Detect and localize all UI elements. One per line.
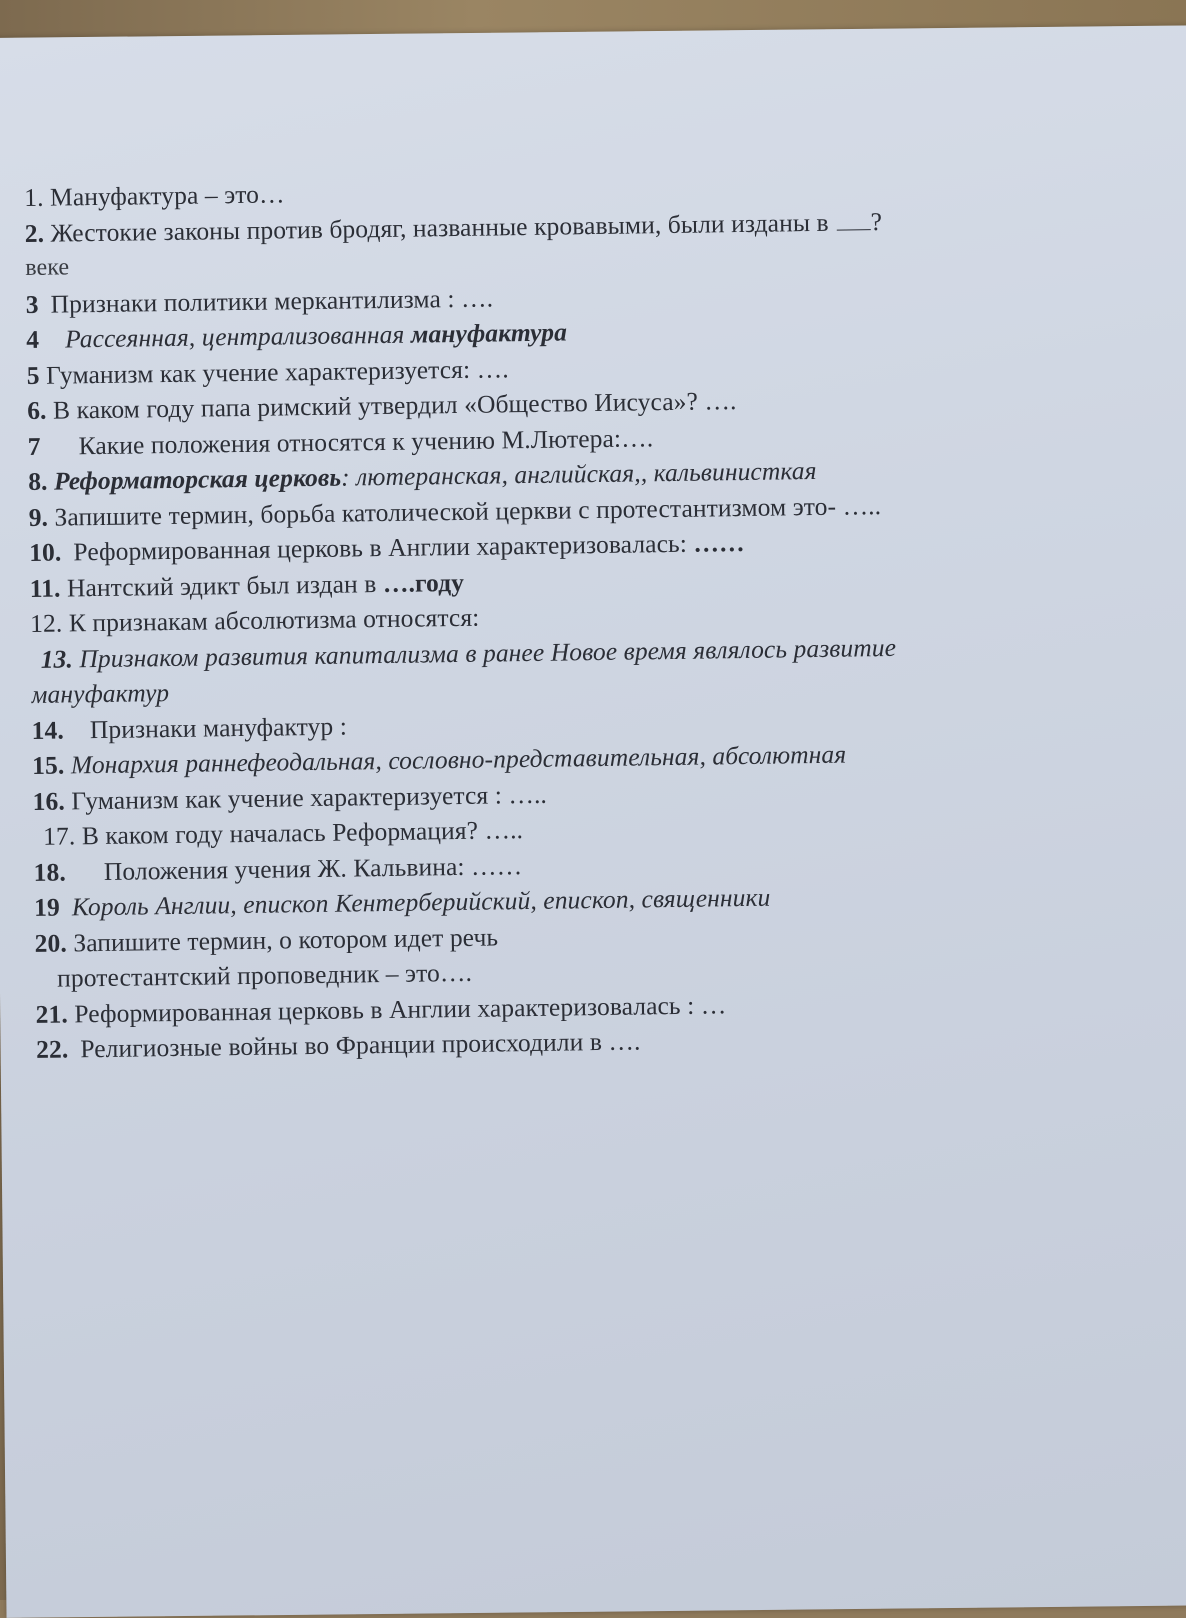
- question-text: К признакам абсолютизма относятся:: [68, 602, 480, 638]
- question-text: В каком году началась Реформация? …..: [81, 815, 524, 851]
- question-text-bold-italic: мануфактура: [410, 317, 568, 349]
- question-number: 16.: [32, 785, 66, 816]
- question-text: Признаки мануфактур :: [89, 711, 348, 744]
- question-number: 8.: [28, 466, 48, 496]
- question-number: 18.: [33, 856, 67, 887]
- question-text-bold-italic: Реформаторская церковь: [53, 462, 342, 496]
- question-text-italic: Рассеянная, централизованная: [64, 319, 405, 354]
- answer-blank: [837, 211, 871, 230]
- question-text-continuation: мануфактур: [30, 678, 170, 709]
- question-text: Гуманизм как учение характеризуется: ….: [45, 353, 509, 390]
- question-text: Реформированная церковь в Англии характеризовалась : …: [74, 989, 727, 1028]
- question-text: Гуманизм как учение характеризуется : …..: [71, 779, 548, 815]
- question-number: 11.: [29, 573, 61, 603]
- question-number: 6.: [27, 395, 47, 425]
- question-text-italic: Король Англии, епископ Кентерберийский, епископ, священники: [71, 882, 771, 922]
- question-text: Признаки политики меркантилизма : ….: [50, 282, 494, 319]
- question-tail: ?: [870, 206, 883, 236]
- question-number: 12.: [29, 608, 63, 638]
- question-number: 9.: [28, 502, 49, 532]
- question-number: 5: [26, 360, 40, 390]
- question-number: 15.: [31, 750, 65, 780]
- question-text-italic: Признаком развития капитализма в ранее Новое время являлось развитие: [79, 632, 897, 673]
- question-text: Положения учения Ж. Кальвина: ……: [103, 850, 523, 886]
- question-number: 2.: [24, 218, 45, 248]
- question-text-continuation: веке: [25, 254, 70, 281]
- question-text: Запишите термин, о котором идет речь: [73, 921, 499, 957]
- question-text: . Мануфактура – это…: [36, 179, 285, 212]
- question-text: Запишите термин, борьба католической церкви с протестантизмом это- …..: [54, 490, 882, 532]
- question-text-italic: : лютеранская, английская,, кальвинисткая: [340, 455, 817, 492]
- question-number: 17.: [42, 821, 76, 851]
- question-number: 19: [33, 892, 61, 922]
- question-tail: ….году: [382, 567, 465, 598]
- question-text: Религиозные войны во Франции происходили в ….: [80, 1026, 641, 1064]
- question-number: 4: [26, 324, 40, 354]
- question-number: 21.: [35, 998, 69, 1029]
- question-number: 20.: [34, 927, 68, 958]
- question-text: Какие положения относятся к учению М.Лютера:….: [78, 422, 654, 460]
- question-number: 10.: [28, 537, 62, 567]
- question-list: [24, 164, 1176, 1067]
- question-text-italic: Монархия раннефеодальная, сословно-представительная, абсолютная: [70, 739, 847, 780]
- question-number: 22.: [35, 1034, 69, 1064]
- question-tail: ……: [693, 527, 745, 558]
- question-text: Нантский эдикт был издан в: [66, 568, 377, 602]
- question-text: Жестокие законы против бродяг, названные кровавыми, были изданы в: [50, 207, 829, 248]
- question-text: В каком году папа римский утвердил «Общество Иисуса»? ….: [52, 386, 737, 425]
- question-number: 13.: [40, 643, 74, 674]
- question-number: 1: [24, 182, 38, 212]
- question-text-continuation: протестантский проповедник – это….: [56, 957, 473, 993]
- question-text: Реформированная церковь в Англии характеризовалась:: [73, 528, 688, 567]
- question-number: 3: [25, 289, 39, 319]
- question-number: 14.: [31, 714, 65, 745]
- question-number: 7: [27, 431, 41, 461]
